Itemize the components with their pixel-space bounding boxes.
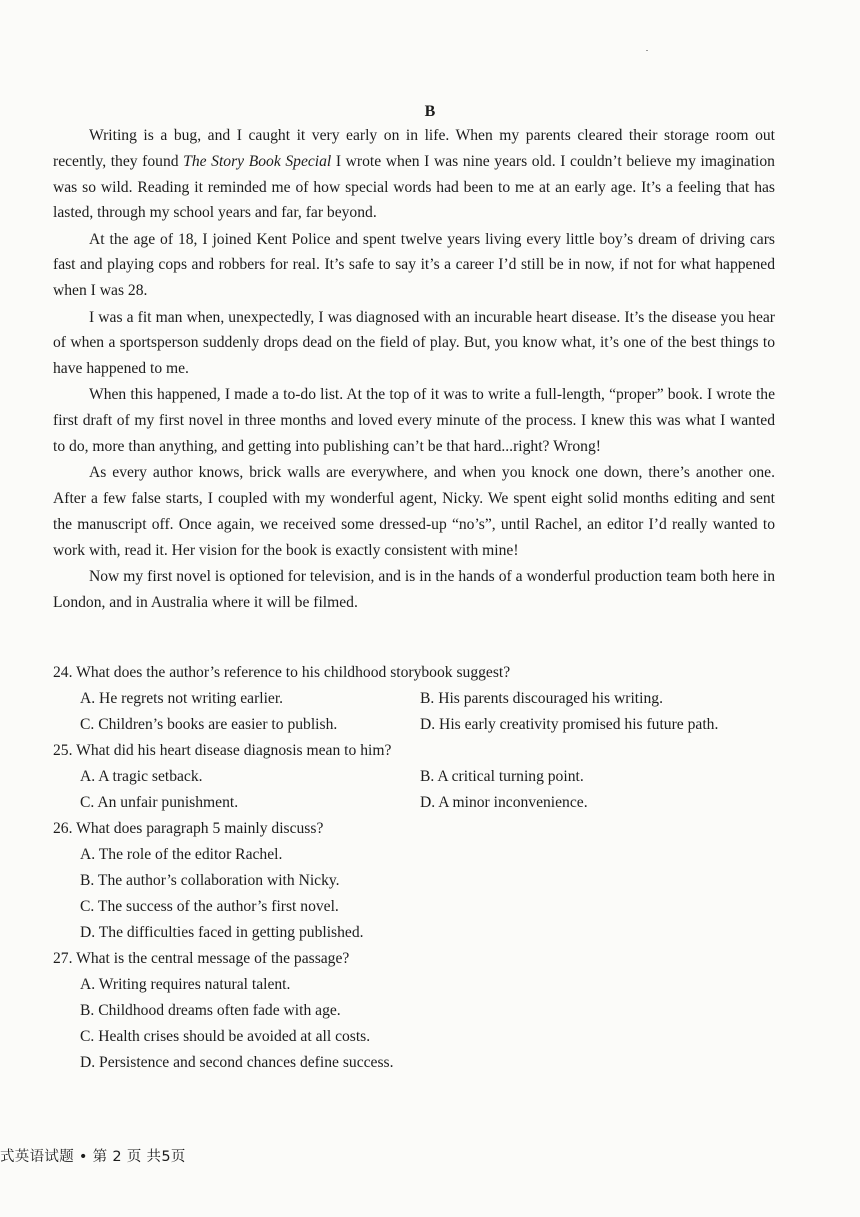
- question-stem: 25. What did his heart disease diagnosis mean to him?: [53, 742, 392, 759]
- answer-options: [53, 686, 775, 738]
- reading-passage: [53, 123, 775, 616]
- question-26: [53, 816, 775, 946]
- answer-option-d: D. A minor inconvenience.: [420, 794, 588, 811]
- paragraph-text: Writing is a bug, and I caught it very early on in life. When my parents cleared their storage room out recently, they found: [53, 127, 775, 170]
- answer-options: [53, 972, 775, 1076]
- question-stem: 24. What does the author’s reference to his childhood storybook suggest?: [53, 664, 511, 681]
- question-25: [53, 738, 775, 816]
- answer-option-b: B. A critical turning point.: [420, 768, 584, 785]
- answer-option-c: C. An unfair punishment.: [80, 794, 239, 811]
- passage-paragraph-3: [53, 305, 775, 382]
- answer-option-c: C. Health crises should be avoided at all costs.: [80, 1028, 371, 1045]
- answer-options: [53, 764, 775, 816]
- answer-option-b: B. The author’s collaboration with Nicky.: [80, 872, 340, 889]
- passage-paragraph-6: [53, 564, 775, 616]
- answer-option-a: A. Writing requires natural talent.: [80, 976, 291, 993]
- question-24: [53, 660, 775, 738]
- paragraph-text: I was a fit man when, unexpectedly, I was diagnosed with an incurable heart disease. It’s the disease you hear of when a sportsperson suddenly drops dead on the field of play. But, you know what, it’s one of the best things to have happened to me.: [53, 308, 775, 378]
- passage-paragraph-2: [53, 227, 775, 304]
- answer-option-d: D. The difficulties faced in getting published.: [80, 924, 364, 941]
- paragraph-text: At the age of 18, I joined Kent Police and spent twelve years living every little boy’s dream of driving cars fast and playing cops and robbers for real. It’s safe to say it’s a career I’d still be in now, if not for what happened when I was 28.: [53, 230, 775, 300]
- paragraph-text: When this happened, I made a to-do list. At the top of it was to write a full-length, “proper” book. I wrote the first draft of my first novel in three months and loved every minute of the process. I knew this was what I wanted to do, more than anything, and getting into publishing can’t be that hard...right? Wrong!: [53, 386, 775, 456]
- question-stem: 27. What is the central message of the passage?: [53, 950, 350, 967]
- paragraph-text: I wrote when I was nine years old. I couldn’t believe my imagination was so wild. Reading it reminded me of how special words had been to me at an early age. It’s a feeling that has lasted, through my school years and far, far beyond.: [53, 152, 775, 222]
- answer-option-b: B. Childhood dreams often fade with age.: [80, 1002, 341, 1019]
- question-list: [53, 660, 775, 1076]
- answer-option-a: A. A tragic setback.: [80, 768, 203, 785]
- passage-paragraph-5: [53, 460, 775, 563]
- answer-options: [53, 842, 775, 946]
- answer-option-d: D. His early creativity promised his future path.: [420, 716, 719, 733]
- question-stem: 26. What does paragraph 5 mainly discuss?: [53, 820, 324, 837]
- section-title: B: [424, 103, 436, 120]
- passage-paragraph-1: [53, 123, 775, 226]
- answer-option-c: C. Children’s books are easier to publish.: [80, 716, 338, 733]
- answer-option-a: A. The role of the editor Rachel.: [80, 846, 283, 863]
- book-title: The Story Book Special: [183, 152, 332, 170]
- question-27: [53, 946, 775, 1076]
- passage-paragraph-4: [53, 382, 775, 459]
- answer-option-a: A. He regrets not writing earlier.: [80, 690, 284, 707]
- answer-option-b: B. His parents discouraged his writing.: [420, 690, 663, 707]
- answer-option-c: C. The success of the author’s first novel.: [80, 898, 339, 915]
- page-footer: 式英语试题 • 第 2 页 共5页: [0, 1149, 186, 1165]
- answer-option-d: D. Persistence and second chances define success.: [80, 1054, 394, 1071]
- paragraph-text: Now my first novel is optioned for television, and is in the hands of a wonderful production team both here in London, and in Australia where it will be filmed.: [53, 568, 775, 611]
- scan-mark: [646, 50, 648, 51]
- paragraph-text: As every author knows, brick walls are everywhere, and when you knock one down, there’s another one. After a few false starts, I coupled with my wonderful agent, Nicky. We spent eight solid months editing and sent the manuscript off. Once again, we received some dressed-up “no’s”, until Rachel, an editor I’d really wanted to work with, read it. Her vision for the book is exactly consistent with mine!: [53, 464, 775, 559]
